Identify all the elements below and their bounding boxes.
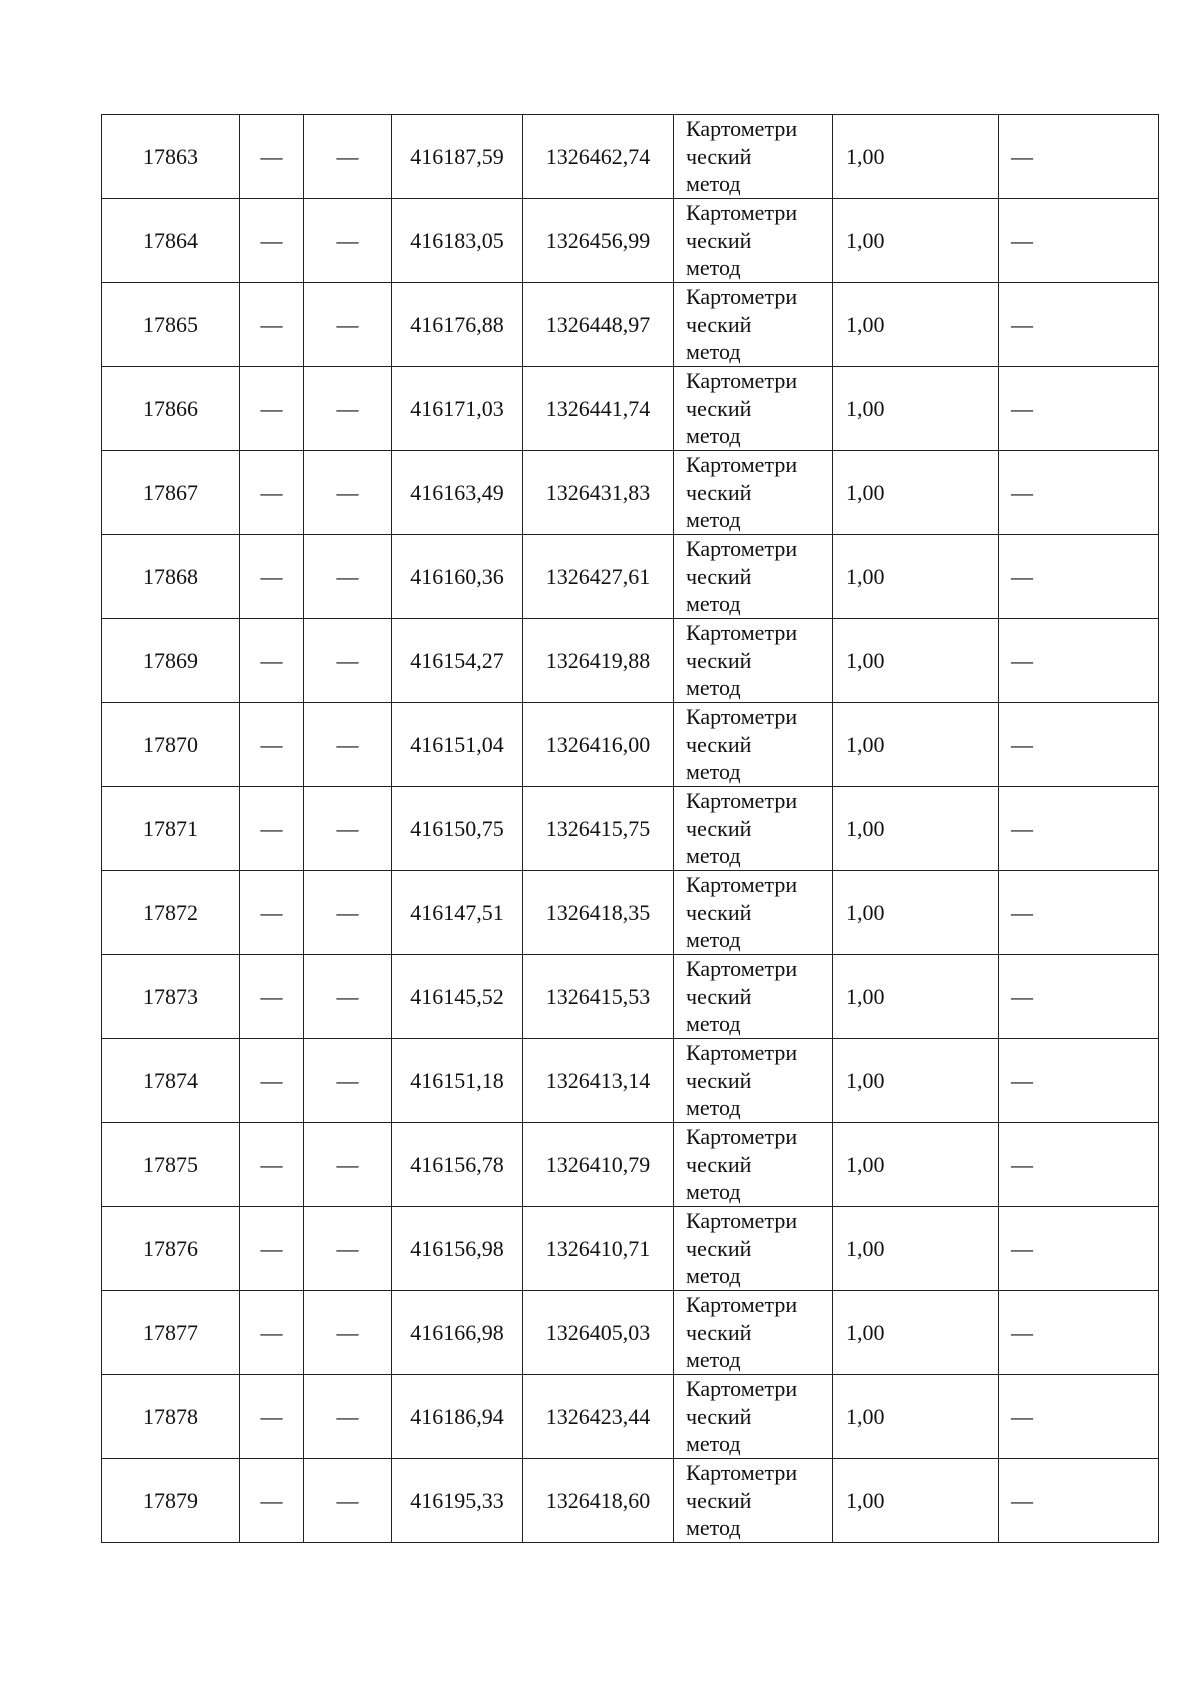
column-3-cell: —: [304, 955, 392, 1039]
method-cell: Картометри ческий метод: [674, 955, 833, 1039]
table-row: [102, 115, 1159, 199]
description-cell: —: [999, 1123, 1159, 1207]
method-cell: Картометри ческий метод: [674, 535, 833, 619]
accuracy-cell: 1,00: [833, 1039, 999, 1123]
column-2-cell: —: [240, 115, 304, 199]
y-coordinate-cell: 1326441,74: [523, 367, 674, 451]
column-3-cell: —: [304, 1375, 392, 1459]
y-coordinate-cell: 1326413,14: [523, 1039, 674, 1123]
table-row: [102, 871, 1159, 955]
table-row: [102, 703, 1159, 787]
x-coordinate-cell: 416160,36: [392, 535, 523, 619]
description-cell: —: [999, 115, 1159, 199]
y-coordinate-cell: 1326427,61: [523, 535, 674, 619]
accuracy-cell: 1,00: [833, 283, 999, 367]
column-3-cell: —: [304, 535, 392, 619]
method-cell: Картометри ческий метод: [674, 619, 833, 703]
method-cell: Картометри ческий метод: [674, 451, 833, 535]
column-3-cell: —: [304, 115, 392, 199]
x-coordinate-cell: 416171,03: [392, 367, 523, 451]
method-cell: Картометри ческий метод: [674, 787, 833, 871]
column-3-cell: —: [304, 1207, 392, 1291]
y-coordinate-cell: 1326462,74: [523, 115, 674, 199]
column-2-cell: —: [240, 1123, 304, 1207]
table-row: [102, 1459, 1159, 1543]
column-2-cell: —: [240, 871, 304, 955]
point-number-cell: 17879: [102, 1459, 240, 1543]
description-cell: —: [999, 1039, 1159, 1123]
point-number-cell: 17878: [102, 1375, 240, 1459]
description-cell: —: [999, 1375, 1159, 1459]
description-cell: —: [999, 451, 1159, 535]
x-coordinate-cell: 416183,05: [392, 199, 523, 283]
y-coordinate-cell: 1326416,00: [523, 703, 674, 787]
column-3-cell: —: [304, 1291, 392, 1375]
description-cell: —: [999, 1207, 1159, 1291]
x-coordinate-cell: 416163,49: [392, 451, 523, 535]
x-coordinate-cell: 416156,98: [392, 1207, 523, 1291]
x-coordinate-cell: 416150,75: [392, 787, 523, 871]
accuracy-cell: 1,00: [833, 535, 999, 619]
method-cell: Картометри ческий метод: [674, 199, 833, 283]
table-row: [102, 787, 1159, 871]
column-3-cell: —: [304, 199, 392, 283]
column-2-cell: —: [240, 283, 304, 367]
point-number-cell: 17867: [102, 451, 240, 535]
y-coordinate-cell: 1326418,35: [523, 871, 674, 955]
point-number-cell: 17871: [102, 787, 240, 871]
method-cell: Картометри ческий метод: [674, 703, 833, 787]
column-3-cell: —: [304, 1123, 392, 1207]
y-coordinate-cell: 1326419,88: [523, 619, 674, 703]
x-coordinate-cell: 416166,98: [392, 1291, 523, 1375]
column-2-cell: —: [240, 535, 304, 619]
description-cell: —: [999, 535, 1159, 619]
method-cell: Картометри ческий метод: [674, 367, 833, 451]
accuracy-cell: 1,00: [833, 955, 999, 1039]
point-number-cell: 17874: [102, 1039, 240, 1123]
method-cell: Картометри ческий метод: [674, 1459, 833, 1543]
method-cell: Картометри ческий метод: [674, 1207, 833, 1291]
table-row: [102, 1123, 1159, 1207]
column-3-cell: —: [304, 871, 392, 955]
point-number-cell: 17877: [102, 1291, 240, 1375]
description-cell: —: [999, 199, 1159, 283]
y-coordinate-cell: 1326415,75: [523, 787, 674, 871]
column-2-cell: —: [240, 787, 304, 871]
x-coordinate-cell: 416154,27: [392, 619, 523, 703]
coordinates-table: [101, 114, 1159, 1543]
accuracy-cell: 1,00: [833, 367, 999, 451]
point-number-cell: 17876: [102, 1207, 240, 1291]
column-2-cell: —: [240, 1459, 304, 1543]
point-number-cell: 17868: [102, 535, 240, 619]
x-coordinate-cell: 416151,18: [392, 1039, 523, 1123]
column-2-cell: —: [240, 1207, 304, 1291]
description-cell: —: [999, 1459, 1159, 1543]
coordinates-table-body: [102, 115, 1159, 1543]
column-3-cell: —: [304, 1039, 392, 1123]
table-row: [102, 1207, 1159, 1291]
description-cell: —: [999, 367, 1159, 451]
method-cell: Картометри ческий метод: [674, 1039, 833, 1123]
accuracy-cell: 1,00: [833, 115, 999, 199]
accuracy-cell: 1,00: [833, 199, 999, 283]
accuracy-cell: 1,00: [833, 703, 999, 787]
point-number-cell: 17870: [102, 703, 240, 787]
column-2-cell: —: [240, 1039, 304, 1123]
point-number-cell: 17865: [102, 283, 240, 367]
table-row: [102, 619, 1159, 703]
method-cell: Картометри ческий метод: [674, 1291, 833, 1375]
point-number-cell: 17869: [102, 619, 240, 703]
point-number-cell: 17866: [102, 367, 240, 451]
table-row: [102, 367, 1159, 451]
column-2-cell: —: [240, 955, 304, 1039]
point-number-cell: 17864: [102, 199, 240, 283]
description-cell: —: [999, 955, 1159, 1039]
y-coordinate-cell: 1326431,83: [523, 451, 674, 535]
y-coordinate-cell: 1326410,79: [523, 1123, 674, 1207]
x-coordinate-cell: 416195,33: [392, 1459, 523, 1543]
y-coordinate-cell: 1326423,44: [523, 1375, 674, 1459]
x-coordinate-cell: 416186,94: [392, 1375, 523, 1459]
table-row: [102, 955, 1159, 1039]
point-number-cell: 17863: [102, 115, 240, 199]
x-coordinate-cell: 416145,52: [392, 955, 523, 1039]
method-cell: Картометри ческий метод: [674, 283, 833, 367]
column-3-cell: —: [304, 1459, 392, 1543]
y-coordinate-cell: 1326415,53: [523, 955, 674, 1039]
table-row: [102, 535, 1159, 619]
description-cell: —: [999, 787, 1159, 871]
point-number-cell: 17872: [102, 871, 240, 955]
description-cell: —: [999, 871, 1159, 955]
table-row: [102, 283, 1159, 367]
column-3-cell: —: [304, 703, 392, 787]
method-cell: Картометри ческий метод: [674, 115, 833, 199]
y-coordinate-cell: 1326418,60: [523, 1459, 674, 1543]
column-2-cell: —: [240, 703, 304, 787]
accuracy-cell: 1,00: [833, 451, 999, 535]
table-row: [102, 1039, 1159, 1123]
description-cell: —: [999, 283, 1159, 367]
column-3-cell: —: [304, 283, 392, 367]
column-2-cell: —: [240, 1375, 304, 1459]
accuracy-cell: 1,00: [833, 1207, 999, 1291]
column-3-cell: —: [304, 451, 392, 535]
y-coordinate-cell: 1326410,71: [523, 1207, 674, 1291]
y-coordinate-cell: 1326405,03: [523, 1291, 674, 1375]
point-number-cell: 17873: [102, 955, 240, 1039]
accuracy-cell: 1,00: [833, 871, 999, 955]
x-coordinate-cell: 416176,88: [392, 283, 523, 367]
method-cell: Картометри ческий метод: [674, 1375, 833, 1459]
column-2-cell: —: [240, 1291, 304, 1375]
method-cell: Картометри ческий метод: [674, 871, 833, 955]
column-3-cell: —: [304, 787, 392, 871]
description-cell: —: [999, 619, 1159, 703]
description-cell: —: [999, 1291, 1159, 1375]
x-coordinate-cell: 416187,59: [392, 115, 523, 199]
column-3-cell: —: [304, 367, 392, 451]
column-2-cell: —: [240, 199, 304, 283]
x-coordinate-cell: 416151,04: [392, 703, 523, 787]
y-coordinate-cell: 1326448,97: [523, 283, 674, 367]
accuracy-cell: 1,00: [833, 619, 999, 703]
column-2-cell: —: [240, 619, 304, 703]
accuracy-cell: 1,00: [833, 1291, 999, 1375]
table-row: [102, 199, 1159, 283]
accuracy-cell: 1,00: [833, 1459, 999, 1543]
table-row: [102, 1375, 1159, 1459]
x-coordinate-cell: 416147,51: [392, 871, 523, 955]
column-2-cell: —: [240, 451, 304, 535]
column-2-cell: —: [240, 367, 304, 451]
accuracy-cell: 1,00: [833, 1123, 999, 1207]
description-cell: —: [999, 703, 1159, 787]
column-3-cell: —: [304, 619, 392, 703]
accuracy-cell: 1,00: [833, 787, 999, 871]
point-number-cell: 17875: [102, 1123, 240, 1207]
accuracy-cell: 1,00: [833, 1375, 999, 1459]
table-row: [102, 1291, 1159, 1375]
method-cell: Картометри ческий метод: [674, 1123, 833, 1207]
y-coordinate-cell: 1326456,99: [523, 199, 674, 283]
x-coordinate-cell: 416156,78: [392, 1123, 523, 1207]
table-row: [102, 451, 1159, 535]
